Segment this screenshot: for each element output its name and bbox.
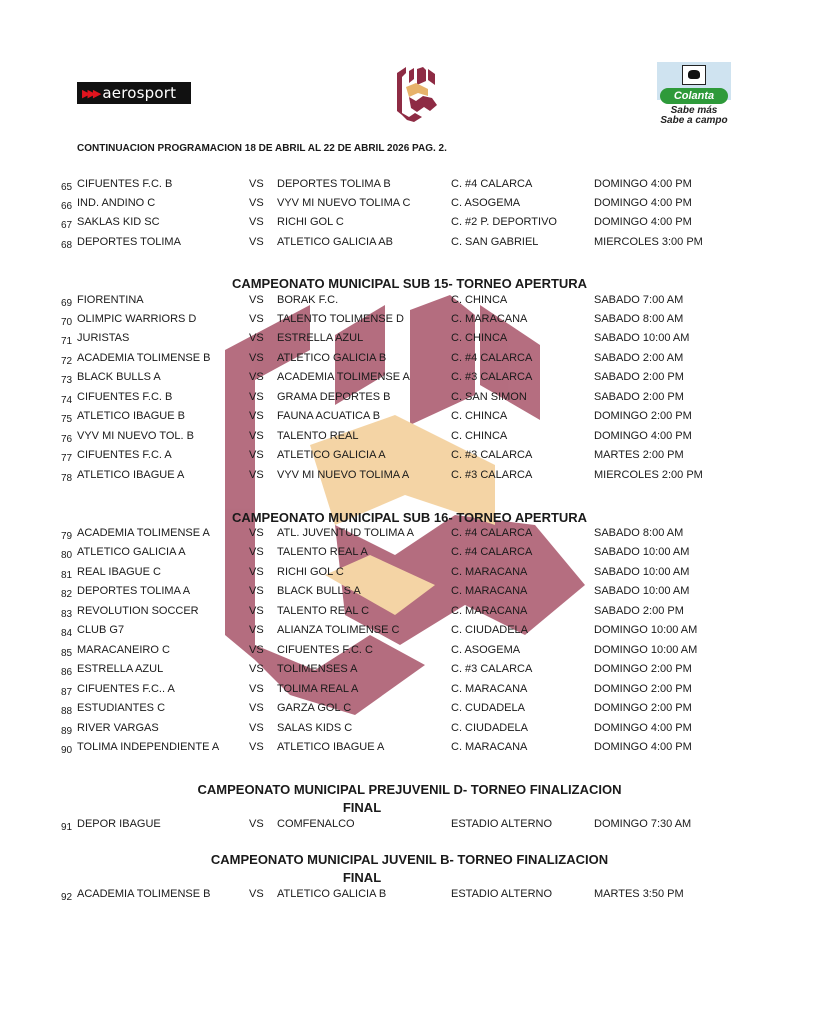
- match-time: SABADO 8:00 AM: [594, 313, 684, 325]
- match-number: 81: [61, 570, 73, 581]
- match-time: SABADO 10:00 AM: [594, 566, 690, 578]
- match-time: MIERCOLES 3:00 PM: [594, 236, 703, 248]
- vs-label: VS: [249, 430, 264, 442]
- vs-label: VS: [249, 216, 264, 228]
- match-row: [0, 741, 819, 760]
- match-number: 79: [61, 531, 73, 542]
- venue: C. CHINCA: [451, 332, 508, 344]
- match-time: DOMINGO 2:00 PM: [594, 683, 692, 695]
- away-team: TALENTO TOLIMENSE D: [277, 313, 404, 325]
- home-team: JURISTAS: [77, 332, 130, 344]
- match-number: 87: [61, 687, 73, 698]
- match-row: [0, 352, 819, 371]
- venue: C. MARACANA: [451, 683, 528, 695]
- venue: C. #4 CALARCA: [451, 527, 533, 539]
- away-team: TALENTO REAL C: [277, 605, 370, 617]
- away-team: ATL. JUVENTUD TOLIMA A: [277, 527, 414, 539]
- match-number: 74: [61, 395, 73, 406]
- home-team: CIFUENTES F.C. B: [77, 178, 173, 190]
- venue: C. CHINCA: [451, 410, 508, 422]
- match-number: 82: [61, 589, 73, 600]
- match-number: 91: [61, 822, 73, 833]
- vs-label: VS: [249, 449, 264, 461]
- home-team: OLIMPIC WARRIORS D: [77, 313, 197, 325]
- vs-label: VS: [249, 605, 264, 617]
- match-time: DOMINGO 10:00 AM: [594, 624, 698, 636]
- match-row: [0, 410, 819, 429]
- match-time: SABADO 2:00 PM: [594, 391, 684, 403]
- venue: C. ASOGEMA: [451, 644, 521, 656]
- final-label: FINAL: [342, 870, 382, 885]
- match-number: 75: [61, 414, 73, 425]
- match-time: DOMINGO 10:00 AM: [594, 644, 698, 656]
- match-row: [0, 527, 819, 546]
- away-team: ALIANZA TOLIMENSE C: [277, 624, 400, 636]
- home-team: DEPOR IBAGUE: [77, 818, 161, 830]
- match-time: SABADO 8:00 AM: [594, 527, 684, 539]
- match-time: SABADO 10:00 AM: [594, 546, 690, 558]
- venue: C. MARACANA: [451, 605, 528, 617]
- home-team: CLUB G7: [77, 624, 125, 636]
- match-time: MIERCOLES 2:00 PM: [594, 469, 703, 481]
- section-title-prejuvenil-d: CAMPEONATO MUNICIPAL PREJUVENIL D- TORNEO FINALIZACION: [197, 782, 622, 797]
- vs-label: VS: [249, 702, 264, 714]
- home-team: ACADEMIA TOLIMENSE A: [77, 527, 210, 539]
- venue: C. SAN GABRIEL: [451, 236, 539, 248]
- venue: C. #4 CALARCA: [451, 352, 533, 364]
- match-time: SABADO 2:00 PM: [594, 605, 684, 617]
- match-row: [0, 391, 819, 410]
- match-number: 77: [61, 453, 73, 464]
- match-time: DOMINGO 4:00 PM: [594, 722, 692, 734]
- away-team: TOLIMENSES A: [277, 663, 358, 675]
- away-team: ATLETICO GALICIA B: [277, 888, 387, 900]
- home-team: RIVER VARGAS: [77, 722, 159, 734]
- away-team: ATLETICO GALICIA B: [277, 352, 387, 364]
- match-number: 73: [61, 375, 73, 386]
- vs-label: VS: [249, 585, 264, 597]
- match-row: [0, 469, 819, 488]
- venue: C. #3 CALARCA: [451, 469, 533, 481]
- home-team: ESTUDIANTES C: [77, 702, 166, 714]
- home-team: ACADEMIA TOLIMENSE B: [77, 888, 211, 900]
- match-time: SABADO 2:00 PM: [594, 371, 684, 383]
- home-team: MARACANEIRO C: [77, 644, 170, 656]
- vs-label: VS: [249, 527, 264, 539]
- vs-label: VS: [249, 332, 264, 344]
- venue: C. #2 P. DEPORTIVO: [451, 216, 557, 228]
- match-row: [0, 449, 819, 468]
- match-time: MARTES 3:50 PM: [594, 888, 684, 900]
- venue: C. MARACANA: [451, 566, 528, 578]
- away-team: ACADEMIA TOLIMENSE A: [277, 371, 410, 383]
- vs-label: VS: [249, 391, 264, 403]
- home-team: FIORENTINA: [77, 294, 144, 306]
- vs-label: VS: [249, 236, 264, 248]
- aerosport-logo: [77, 82, 191, 104]
- away-team: RICHI GOL C: [277, 566, 344, 578]
- final-label: FINAL: [342, 800, 382, 815]
- match-row: [0, 546, 819, 565]
- away-team: ATLETICO GALICIA AB: [277, 236, 393, 248]
- vs-label: VS: [249, 371, 264, 383]
- liga-logo: [394, 65, 438, 123]
- match-time: DOMINGO 4:00 PM: [594, 216, 692, 228]
- home-team: DEPORTES TOLIMA: [77, 236, 181, 248]
- away-team: SALAS KIDS C: [277, 722, 353, 734]
- away-team: VYV MI NUEVO TOLIMA A: [277, 469, 410, 481]
- vs-label: VS: [249, 313, 264, 325]
- match-number: 72: [61, 356, 73, 367]
- match-row: [0, 332, 819, 351]
- cow-icon: [682, 65, 706, 85]
- home-team: VYV MI NUEVO TOL. B: [77, 430, 194, 442]
- match-number: 88: [61, 706, 73, 717]
- match-row: [0, 216, 819, 235]
- away-team: ATLETICO IBAGUE A: [277, 741, 385, 753]
- section-title-juvenil-b: CAMPEONATO MUNICIPAL JUVENIL B- TORNEO FINALIZACION: [210, 852, 609, 867]
- colanta-brand-name: Colanta: [660, 88, 728, 104]
- away-team: TALENTO REAL A: [277, 546, 368, 558]
- vs-label: VS: [249, 722, 264, 734]
- match-number: 83: [61, 609, 73, 620]
- venue: C. SAN SIMON: [451, 391, 527, 403]
- match-number: 71: [61, 336, 73, 347]
- section-title-sub15: CAMPEONATO MUNICIPAL SUB 15- TORNEO APERTURA: [231, 276, 588, 291]
- match-number: 85: [61, 648, 73, 659]
- vs-label: VS: [249, 469, 264, 481]
- away-team: TALENTO REAL: [277, 430, 359, 442]
- home-team: BLACK BULLS A: [77, 371, 161, 383]
- home-team: REVOLUTION SOCCER: [77, 605, 199, 617]
- home-team: ATLETICO IBAGUE B: [77, 410, 185, 422]
- match-time: DOMINGO 2:00 PM: [594, 663, 692, 675]
- match-row: [0, 294, 819, 313]
- vs-label: VS: [249, 741, 264, 753]
- away-team: ESTRELLA AZUL: [277, 332, 364, 344]
- match-number: 69: [61, 298, 73, 309]
- match-number: 80: [61, 550, 73, 561]
- page-title: CONTINUACION PROGRAMACION 18 DE ABRIL AL 22 DE ABRIL 2026 PAG. 2.: [77, 143, 447, 154]
- vs-label: VS: [249, 352, 264, 364]
- colanta-slogan-line-1: Sabe más: [670, 105, 718, 116]
- match-row: [0, 430, 819, 449]
- match-row: [0, 236, 819, 255]
- match-time: DOMINGO 4:00 PM: [594, 178, 692, 190]
- home-team: ATLETICO GALICIA A: [77, 546, 186, 558]
- match-number: 86: [61, 667, 73, 678]
- colanta-slogan: [654, 106, 734, 126]
- match-row: [0, 702, 819, 721]
- match-number: 76: [61, 434, 73, 445]
- fast-forward-icon: ▶▶▶: [82, 86, 99, 100]
- home-team: DEPORTES TOLIMA A: [77, 585, 191, 597]
- home-team: TOLIMA INDEPENDIENTE A: [77, 741, 220, 753]
- home-team: CIFUENTES F.C. A: [77, 449, 172, 461]
- away-team: BLACK BULLS A: [277, 585, 361, 597]
- aerosport-logo-text: aerosport: [102, 84, 177, 102]
- home-team: SAKLAS KID SC: [77, 216, 160, 228]
- venue: C. #4 CALARCA: [451, 546, 533, 558]
- vs-label: VS: [249, 178, 264, 190]
- match-row: [0, 313, 819, 332]
- match-time: SABADO 7:00 AM: [594, 294, 684, 306]
- away-team: TOLIMA REAL A: [277, 683, 359, 695]
- match-row: [0, 722, 819, 741]
- home-team: ESTRELLA AZUL: [77, 663, 164, 675]
- match-time: MARTES 2:00 PM: [594, 449, 684, 461]
- venue: C. CIUDADELA: [451, 624, 529, 636]
- match-time: DOMINGO 4:00 PM: [594, 430, 692, 442]
- home-team: ATLETICO IBAGUE A: [77, 469, 185, 481]
- home-team: CIFUENTES F.C. B: [77, 391, 173, 403]
- away-team: BORAK F.C.: [277, 294, 339, 306]
- away-team: GRAMA DEPORTES B: [277, 391, 391, 403]
- match-number: 68: [61, 240, 73, 251]
- away-team: DEPORTES TOLIMA B: [277, 178, 391, 190]
- away-team: COMFENALCO: [277, 818, 355, 830]
- venue: C. #3 CALARCA: [451, 371, 533, 383]
- match-number: 66: [61, 201, 73, 212]
- match-time: DOMINGO 4:00 PM: [594, 197, 692, 209]
- match-row: [0, 585, 819, 604]
- vs-label: VS: [249, 410, 264, 422]
- match-number: 90: [61, 745, 73, 756]
- venue: C. CHINCA: [451, 430, 508, 442]
- vs-label: VS: [249, 294, 264, 306]
- vs-label: VS: [249, 197, 264, 209]
- home-team: IND. ANDINO C: [77, 197, 156, 209]
- home-team: ACADEMIA TOLIMENSE B: [77, 352, 211, 364]
- match-row: [0, 197, 819, 216]
- venue: C. CUDADELA: [451, 702, 525, 714]
- colanta-slogan-line-2: Sabe a campo: [660, 115, 728, 126]
- match-number: 89: [61, 726, 73, 737]
- section-title-sub16: CAMPEONATO MUNICIPAL SUB 16- TORNEO APERTURA: [231, 510, 588, 525]
- away-team: GARZA GOL C: [277, 702, 352, 714]
- away-team: VYV MI NUEVO TOLIMA C: [277, 197, 411, 209]
- match-time: DOMINGO 2:00 PM: [594, 410, 692, 422]
- away-team: FAUNA ACUATICA B: [277, 410, 381, 422]
- vs-label: VS: [249, 888, 264, 900]
- match-row: [0, 605, 819, 624]
- match-time: DOMINGO 4:00 PM: [594, 741, 692, 753]
- venue: C. CIUDADELA: [451, 722, 529, 734]
- away-team: ATLETICO GALICIA A: [277, 449, 386, 461]
- vs-label: VS: [249, 663, 264, 675]
- match-row: [0, 566, 819, 585]
- match-time: SABADO 2:00 AM: [594, 352, 684, 364]
- venue: C. ASOGEMA: [451, 197, 521, 209]
- home-team: REAL IBAGUE C: [77, 566, 161, 578]
- match-number: 67: [61, 220, 73, 231]
- venue: C. #3 CALARCA: [451, 449, 533, 461]
- vs-label: VS: [249, 683, 264, 695]
- match-row: [0, 818, 819, 837]
- vs-label: VS: [249, 644, 264, 656]
- venue: ESTADIO ALTERNO: [451, 818, 553, 830]
- away-team: CIFUENTES F.C. C: [277, 644, 373, 656]
- match-time: SABADO 10:00 AM: [594, 332, 690, 344]
- match-row: [0, 178, 819, 197]
- match-row: [0, 371, 819, 390]
- venue: ESTADIO ALTERNO: [451, 888, 553, 900]
- venue: C. MARACANA: [451, 313, 528, 325]
- match-row: [0, 663, 819, 682]
- match-time: DOMINGO 2:00 PM: [594, 702, 692, 714]
- venue: C. MARACANA: [451, 585, 528, 597]
- venue: C. #4 CALARCA: [451, 178, 533, 190]
- home-team: CIFUENTES F.C.. A: [77, 683, 175, 695]
- match-row: [0, 644, 819, 663]
- match-time: SABADO 10:00 AM: [594, 585, 690, 597]
- match-row: [0, 624, 819, 643]
- match-number: 84: [61, 628, 73, 639]
- match-number: 78: [61, 473, 73, 484]
- venue: C. #3 CALARCA: [451, 663, 533, 675]
- colanta-logo: [654, 62, 734, 128]
- vs-label: VS: [249, 546, 264, 558]
- vs-label: VS: [249, 624, 264, 636]
- venue: C. MARACANA: [451, 741, 528, 753]
- venue: C. CHINCA: [451, 294, 508, 306]
- vs-label: VS: [249, 818, 264, 830]
- match-number: 92: [61, 892, 73, 903]
- match-number: 70: [61, 317, 73, 328]
- away-team: RICHI GOL C: [277, 216, 344, 228]
- match-number: 65: [61, 182, 73, 193]
- match-row: [0, 683, 819, 702]
- match-row: [0, 888, 819, 907]
- vs-label: VS: [249, 566, 264, 578]
- match-time: DOMINGO 7:30 AM: [594, 818, 692, 830]
